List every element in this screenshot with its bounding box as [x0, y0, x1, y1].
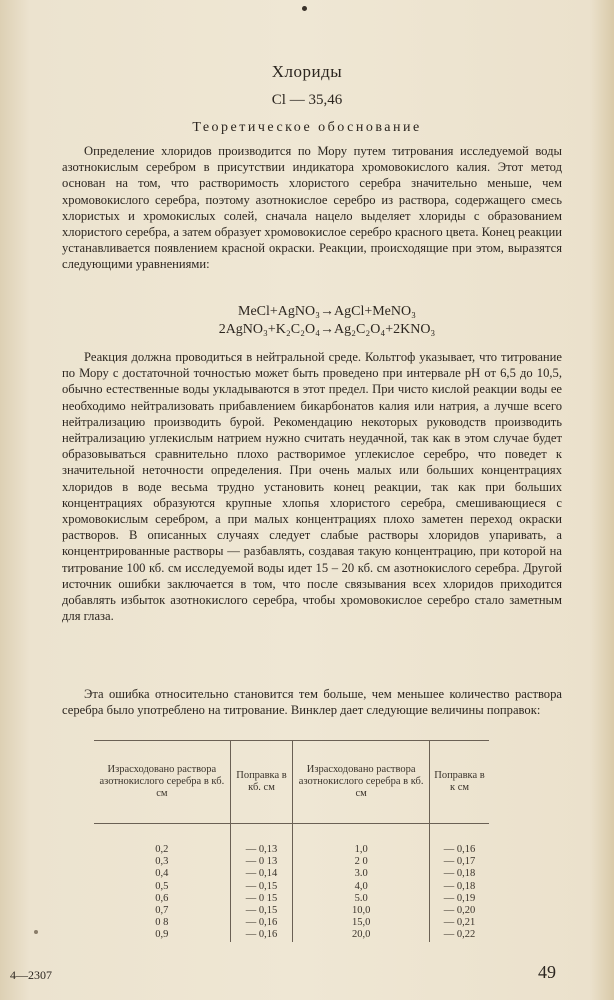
- table-cell: — 0,18: [443, 868, 476, 880]
- table-cell: 0,3: [94, 856, 230, 868]
- page-number: 49: [538, 962, 556, 982]
- table-row: [94, 868, 489, 880]
- paragraph-3: [62, 686, 562, 718]
- table-cell: 20,0: [293, 929, 430, 941]
- section-title: Теоретическое обоснование: [192, 120, 422, 135]
- table-cell: 3.0: [293, 868, 430, 880]
- table-cell: 2 0: [293, 856, 430, 868]
- table-row: [94, 905, 489, 917]
- table-cell: — 0 15: [230, 893, 293, 905]
- page-title: Хлориды: [271, 62, 343, 81]
- table-cell: 0,5: [94, 881, 230, 893]
- paragraph-2: [62, 349, 562, 624]
- table-row: [94, 844, 489, 856]
- table-cell: 1,0: [293, 844, 430, 856]
- table-header-row: [94, 741, 489, 824]
- paragraph-2-text: Реакция должна проводиться в нейтральной среде. Кольтгоф указывает, что титрование по Мору с достаточной точностью может быть проведено при интервале pH от 6,5 до 10,5, обычно естественные воды укладываются в этот предел. При чисто кислой реакции воды ее необходимо нейтрализовать прибавлением бикарбонатов калия или натрия, а лучше всего нейтрализацию производить бурой. Рекомендацию некоторых руководств производить нейтрализацию углекислым натрием нужно считать неудачной, так как в этом случае будет образовываться сравнительно плохо растворимое углекислое серебро, что поведет к значительной неточности определения. При очень малых или больших концентрациях хлоридов в воде весьма трудно установить конец реакции, так как при больших концентрациях образуются крупные хлопья хлористого серебра, смешивающиеся с хромовокислым серебром, а при малых концентрациях плохо заметен переход окраски растворов. В описанных случаях следует слабые растворы хлоридов упаривать, а концентрированные растворы — разбавлять, создавая такую концентрацию, при которой на титрование 100 кб. см исследуемой воды идет 15 – 20 кб. см азотнокислого серебра. Другой источник ошибки заключается в том, что после связывания всех хлоридов приходится добавлять избыток азотнокислого серебра, чтобы хромовокислое серебро стало заметным для глаза.: [62, 350, 562, 624]
- table-row: [94, 917, 489, 929]
- table-cell: — 0,16: [230, 917, 293, 929]
- paragraph-1-text: Определение хлоридов производится по Мору путем титрования исследуемой воды азотнокислым серебром в присутствии индикатора хромовокислого калия. Этот метод основан на том, что растворимость хлористого серебра значительно меньше, чем хромовокислого серебра, поэтому азотнокислое серебро из раствора, содержащего смесь хлористых и хромокислых солей, сначала нацело выделяет хлориды с образованием хлористого серебра, а затем образует хромовокислое серебро красного цвета. Конец реакции устанавливается появлением красной окраски. Реакции, происходящие при этом, выразятся следующими уравнениями:: [62, 144, 562, 272]
- table-row: [94, 856, 489, 868]
- paragraph-1: [62, 143, 562, 273]
- table-cell: — 0,14: [230, 868, 293, 880]
- table-header: Поправка в кб. см: [230, 741, 293, 824]
- table-header: Израсходовано раствора азотнокислого серебра в кб. см: [94, 741, 230, 824]
- table-cell: 0,9: [94, 929, 230, 941]
- print-mark: [34, 930, 38, 934]
- table-cell: 0,7: [94, 905, 230, 917]
- table-row: [94, 929, 489, 941]
- table-cell: 4,0: [293, 881, 430, 893]
- table-cell: 10,0: [293, 905, 430, 917]
- table-cell: — 0,13: [230, 844, 293, 856]
- signature-mark: 4—2307: [10, 968, 52, 982]
- table-cell: — 0,16: [230, 929, 293, 941]
- table-cell: — 0,22: [443, 929, 476, 941]
- table-cell: 0,4: [94, 868, 230, 880]
- print-mark: [302, 6, 307, 11]
- table-cell: — 0,18: [443, 880, 476, 892]
- table-cell: 0,2: [94, 844, 230, 856]
- element-formula: Cl — 35,46: [271, 92, 343, 108]
- table-cell: — 0,19: [443, 892, 476, 904]
- table-row: [94, 893, 489, 905]
- equation-2: 2AgNO₃+K₂C₂O₄→Ag₂C₂O₄+2KNO₃: [218, 322, 436, 337]
- table-header: Израсходовано раствора азотнокислого серебра в кб. см: [293, 741, 430, 824]
- table-cell: 0 8: [94, 917, 230, 929]
- table-cell: — 0,16: [443, 844, 476, 855]
- table-header: Поправка в к см: [430, 741, 490, 824]
- table-spacer-row: [94, 824, 489, 845]
- table-cell: — 0,20: [443, 905, 476, 917]
- equation-1: MeCl+AgNO₃→AgCl+MeNO₃: [238, 304, 416, 319]
- table-cell: — 0,21: [443, 917, 476, 929]
- correction-table: [94, 740, 489, 942]
- table-cell: — 0,17: [443, 856, 476, 868]
- table-row: [94, 881, 489, 893]
- table-cell: — 0,15: [230, 881, 293, 893]
- table-cell: — 0,15: [230, 905, 293, 917]
- table-cell: 0,6: [94, 893, 230, 905]
- table-cell: 5.0: [293, 893, 430, 905]
- table-cell: — 0 13: [230, 856, 293, 868]
- paragraph-3-text: Эта ошибка относительно становится тем больше, чем меньшее количество раствора серебра было употреблено на титрование. Винклер дает следующие величины поправок:: [62, 687, 562, 718]
- table-cell: 15,0: [293, 917, 430, 929]
